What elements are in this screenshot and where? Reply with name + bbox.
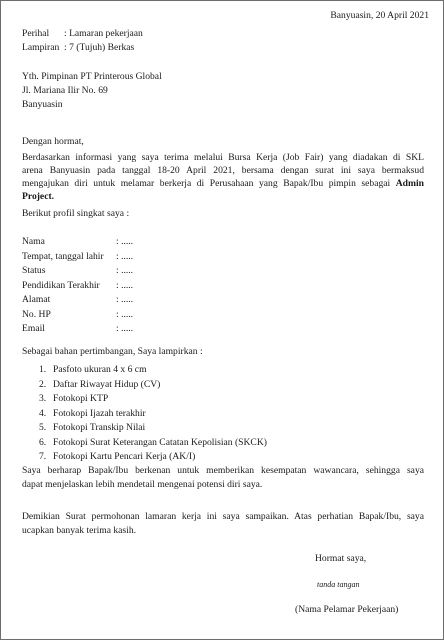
profile-row [22,294,133,309]
profile-key: Pendidikan Terakhir [22,279,100,291]
list-number: 1. [39,364,47,375]
subject-block [22,28,143,56]
profile-key: Nama [22,236,45,247]
profile-row [22,280,133,295]
profile-key: No. HP [22,308,51,320]
body-line-3 [22,178,424,191]
profile-value: : ..... [116,279,134,291]
list-item [39,422,267,437]
position-title-part-1: Admin [395,178,424,189]
profile-row [22,236,133,251]
list-text: Fotokopi Kartu Pencari Kerja (AK/I) [53,451,196,462]
list-text: Daftar Riwayat Hidup (CV) [53,378,161,390]
attachments-intro: Sebagai bahan pertimbangan, Saya lampirkan : [22,346,203,357]
recipient-line-2: Jl. Mariana Ilir No. 69 [22,85,108,96]
closing-paragraph [22,511,424,539]
list-item [39,393,267,408]
recipient-line-3: Banyuasin [22,99,63,110]
list-item [39,437,267,452]
profile-key: Tempat, tanggal lahir [22,250,104,262]
letter-date: Banyuasin, 20 April 2021 [330,10,429,21]
list-text: Pasfoto ukuran 4 x 6 cm [53,364,147,375]
closing-line-2: ucapkan banyak terima kasih. [22,525,137,536]
list-number: 4. [39,407,47,419]
profile-value: : ..... [116,323,134,334]
signature-placeholder: tanda tangan [317,580,360,589]
profile-value: : ..... [116,250,134,262]
subject-row-lampiran [22,42,143,56]
hope-line-1: Saya berharap Bapak/Ibu berkenan untuk memberikan kesempatan wawancara, sehingga saya [22,465,424,476]
position-title-part-2: Project. [22,191,55,202]
profile-value: : ..... [116,265,134,276]
perihal-value: : Lamaran pekerjaan [64,28,143,39]
closing-line-1: Demikian Surat permohonan lamaran kerja ini saya sampaikan. Atas perhatian Bapak/Ibu, saya [22,511,424,522]
profile-row [22,309,133,324]
signature-name: (Nama Pelamar Pekerjaan) [295,604,399,615]
list-number: 2. [39,378,47,390]
attachments-list [39,364,267,466]
greeting: Dengan hormat, [22,136,84,147]
body-line-3-text: mengajukan diri untuk melamar berkerja di Perusahaan yang Bapak/Ibu pimpin sebagai [22,178,396,189]
profile-row [22,251,133,266]
profile-value: : ..... [116,236,134,247]
subject-row-perihal [22,28,143,42]
lampiran-label: Lampiran [22,42,60,53]
list-item [39,408,267,423]
list-number: 5. [39,422,47,433]
body-line-2: arena Banyuasin pada tanggal 18-20 April 2021, bersama dengan surat ini saya bermaksud [22,165,424,176]
list-number: 7. [39,451,47,462]
list-item [39,379,267,394]
list-item [39,364,267,379]
hope-line-2: dapat menjelaskan lebih mendetail mengenai potensi diri saya. [22,479,263,490]
list-text: Fotokopi Ijazah terakhir [53,407,146,419]
profile-table [22,236,133,338]
list-text: Fotokopi Transkip Nilai [53,422,146,433]
profile-key: Alamat [22,294,51,305]
recipient-block [22,71,162,113]
body-paragraph [22,152,424,204]
body-line-1: Berdasarkan informasi yang saya terima melalui Bursa Kerja (Job Fair) yang diadakan di SKL [22,152,424,163]
profile-key: Email [22,323,45,334]
lampiran-value: : 7 (Tujuh) Berkas [64,42,135,53]
profile-row [22,323,133,338]
signature-regards: Hormat saya, [315,553,367,564]
list-number: 3. [39,393,47,404]
list-text: Fotokopi KTP [53,393,109,404]
profile-value: : ..... [116,308,134,320]
list-text: Fotokopi Surat Keterangan Catatan Kepolisian (SKCK) [53,436,267,448]
perihal-label: Perihal [22,28,50,39]
recipient-line-1: Yth. Pimpinan PT Printerous Global [22,71,162,82]
list-item [39,451,267,466]
profile-value: : ..... [116,294,134,305]
hope-paragraph [22,465,424,493]
body-line-4 [22,191,424,204]
list-number: 6. [39,436,47,448]
profile-row [22,265,133,280]
profile-key: Status [22,265,46,276]
profile-intro: Berikut profil singkat saya : [22,208,130,219]
